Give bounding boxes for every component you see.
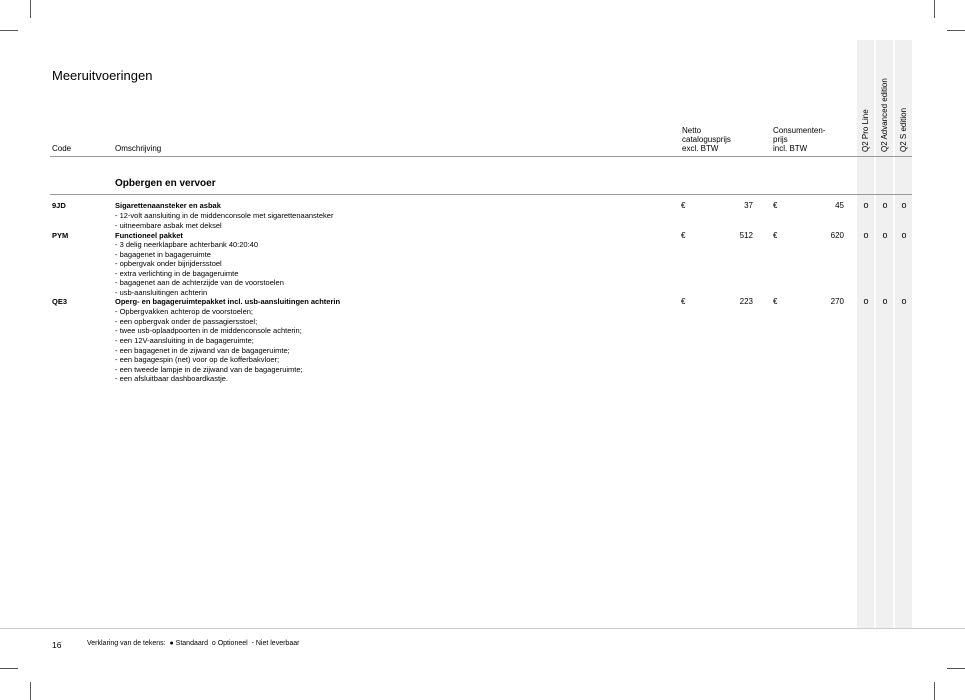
currency-symbol: € [773,231,778,240]
crop-mark [0,668,18,669]
crop-mark [934,682,935,700]
header-version-s-edition: Q2 S edition [899,107,908,152]
item-detail-line: - bagagenet in bagageruimte [115,250,211,259]
currency-symbol: € [681,231,686,240]
section-divider [50,194,912,195]
item-name: Operg- en bagageruimtepakket incl. usb-aansluitingen achterin [115,297,341,306]
header-version-pro-line: Q2 Pro Line [861,109,870,152]
crop-mark [0,30,18,31]
item-detail-line: - usb-aansluitingen achterin [115,288,208,297]
availability-mark: o [901,230,907,240]
availability-mark: o [882,296,888,306]
item-detail-line: - een bagagenet in de zijwand van de bagageruimte; [115,346,290,355]
legend-label: Verklaring van de tekens: [87,640,166,647]
item-detail-line: - een opbergvak onder de passagiersstoel; [115,317,258,326]
footer-divider [0,628,965,629]
crop-mark [934,0,935,18]
item-code: 9JD [52,201,66,210]
crop-mark [30,682,31,700]
availability-mark: o [901,296,907,306]
item-detail-line: - een afsluitbaar dashboardkastje. [115,374,228,383]
availability-mark: o [863,200,869,210]
item-detail-line: - een bagagespin (net) voor op de kofferbakvloer; [115,355,280,364]
section-title: Opbergen en vervoer [115,178,216,189]
page-title: Meeruitvoeringen [52,68,153,83]
currency-symbol: € [681,297,686,306]
item-detail-line: - uitneembare asbak met deksel [115,221,222,230]
legend-optional: o Optioneel [211,640,248,647]
page-number: 16 [52,640,62,650]
consumer-price: 620 [830,231,844,240]
crop-mark [30,0,31,18]
consumer-price: 45 [835,201,844,210]
item-code: PYM [52,231,69,240]
availability-mark: o [901,200,907,210]
consumer-price: 270 [830,297,844,306]
item-detail-line: - 3 delig neerklapbare achterbank 40:20:40 [115,240,259,249]
legend [87,640,299,647]
item-detail-line: - twee usb-oplaadpoorten in de middenconsole achterin; [115,326,302,335]
crop-mark [947,668,965,669]
item-name: Functioneel pakket [115,231,183,240]
header-consumer-price: Consumenten- prijs incl. BTW [773,126,826,153]
item-detail-line: - Opbergvakken achterop de voorstoelen; [115,307,253,316]
item-detail-line: - extra verlichting in de bagageruimte [115,269,239,278]
currency-symbol: € [773,297,778,306]
header-code: Code [52,144,72,153]
net-price: 223 [739,297,753,306]
availability-mark: o [882,230,888,240]
net-price: 37 [744,201,753,210]
currency-symbol: € [773,201,778,210]
item-detail-line: - 12-volt aansluiting in de middenconsole met sigarettenaansteker [115,211,334,220]
item-name: Sigarettenaansteker en asbak [115,201,221,210]
legend-unavailable: - Niet leverbaar [251,640,300,647]
item-detail-line: - opbergvak onder bijrijdersstoel [115,259,222,268]
net-price: 512 [739,231,753,240]
item-detail-line: - bagagenet aan de achterzijde van de voorstoelen [115,278,284,287]
header-net-price: Netto catalogusprijs excl. BTW [682,126,731,153]
header-version-advanced: Q2 Advanced edition [880,78,889,152]
item-detail-line: - een 12V-aansluiting in de bagageruimte; [115,336,254,345]
availability-mark: o [863,296,869,306]
header-divider [50,156,912,157]
item-detail-line: - een tweede lampje in de zijwand van de bagageruimte; [115,365,303,374]
availability-mark: o [863,230,869,240]
legend-standard: ● Standaard [169,640,208,647]
crop-mark [947,30,965,31]
header-description: Omschrijving [115,144,162,153]
availability-mark: o [882,200,888,210]
item-code: QE3 [52,297,68,306]
currency-symbol: € [681,201,686,210]
